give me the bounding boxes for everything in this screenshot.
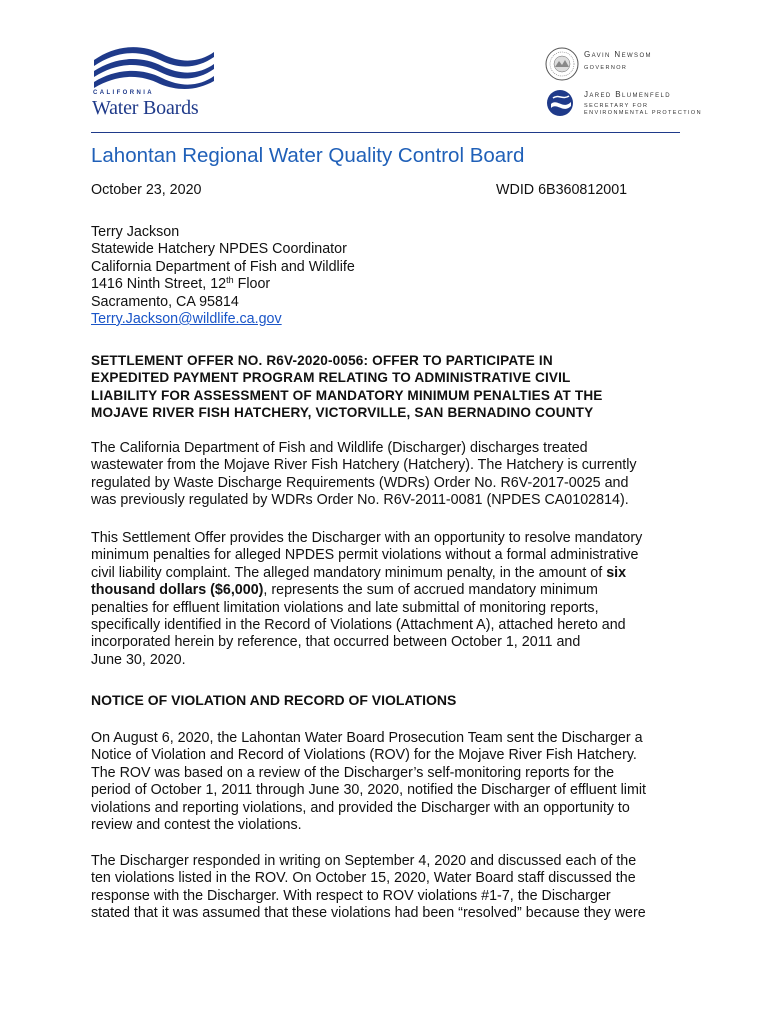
wdid-number: WDID 6B360812001 xyxy=(496,182,628,198)
logo-state-text: CALIFORNIA xyxy=(93,90,154,96)
recipient-city: Sacramento, CA 95814 xyxy=(91,293,239,310)
paragraph-line: response with the Discharger. With respect to ROV violations #1-7, the Discharger xyxy=(91,887,611,904)
subject-line: EXPEDITED PAYMENT PROGRAM RELATING TO ADMINISTRATIVE CIVIL xyxy=(91,370,571,386)
board-title: Lahontan Regional Water Quality Control Board xyxy=(91,144,525,167)
calepa-logo-icon xyxy=(545,88,579,118)
paragraph-line: This Settlement Offer provides the Discharger with an opportunity to resolve mandatory xyxy=(91,530,643,546)
paragraph-line: June 30, 2020. xyxy=(91,651,186,668)
paragraph-line: stated that it was assumed that these violations had been “resolved” because they were xyxy=(91,905,646,922)
penalty-amount-bold: thousand dollars ($6,000) xyxy=(91,582,264,599)
state-seal-icon xyxy=(545,47,579,81)
paragraph-line: period of October 1, 2011 through June 30, 2020, notified the Discharger of effluent limit xyxy=(91,782,647,799)
header-divider xyxy=(91,132,680,133)
paragraph-line: ten violations listed in the ROV. On October 15, 2020, Water Board staff discussed the xyxy=(91,870,636,887)
paragraph-notice-of-violation xyxy=(91,730,646,834)
secretary-title-line2: ENVIRONMENTAL PROTECTION xyxy=(584,110,702,116)
governor-title: GOVERNOR xyxy=(584,65,628,71)
governor-name: Gavin Newsom xyxy=(584,50,652,59)
recipient-street: 1416 Ninth Street, 12th Floor xyxy=(91,275,271,293)
secretary-title-line1: SECRETARY FOR xyxy=(584,103,649,109)
recipient-address xyxy=(91,224,355,328)
section-heading: NOTICE OF VIOLATION AND RECORD OF VIOLATIONS xyxy=(91,692,457,708)
paragraph-line: was previously regulated by WDRs Order No. R6V-2011-0081 (NPDES CA0102814). xyxy=(91,492,629,509)
paragraph-line: wastewater from the Mojave River Fish Hatchery (Hatchery). The Hatchery is currently xyxy=(91,457,637,474)
subject-line: SETTLEMENT OFFER NO. R6V-2020-0056: OFFER TO PARTICIPATE IN xyxy=(91,353,553,368)
paragraph-line: minimum penalties for alleged NPDES permit violations without a formal administrative xyxy=(91,547,639,564)
recipient-email-link[interactable]: Terry.Jackson@wildlife.ca.gov xyxy=(91,310,282,327)
paragraph-line: incorporated herein by reference, that occurred between October 1, 2011 and xyxy=(91,634,581,651)
paragraph-line: thousand dollars ($6,000), represents the sum of accrued mandatory minimum xyxy=(91,582,598,599)
paragraph-line: Notice of Violation and Record of Violations (ROV) for the Mojave River Fish Hatchery. xyxy=(91,747,637,764)
subject-heading xyxy=(91,352,603,422)
paragraph-discharger-intro xyxy=(91,440,637,510)
paragraph-line: specifically identified in the Record of Violations (Attachment A), attached hereto and xyxy=(91,616,626,633)
letter-date: October 23, 2020 xyxy=(91,182,202,198)
paragraph-discharger-response xyxy=(91,853,646,923)
recipient-org: California Department of Fish and Wildlife xyxy=(91,258,355,275)
subject-line: LIABILITY FOR ASSESSMENT OF MANDATORY MINIMUM PENALTIES AT THE xyxy=(91,387,603,403)
paragraph-line: The Discharger responded in writing on September 4, 2020 and discussed each of the xyxy=(91,853,637,869)
subject-line: MOJAVE RIVER FISH HATCHERY, VICTORVILLE, SAN BERNADINO COUNTY xyxy=(91,405,594,421)
paragraph-line: civil liability complaint. The alleged mandatory minimum penalty, in the amount of six xyxy=(91,564,627,581)
secretary-name: Jared Blumenfeld xyxy=(584,90,671,99)
paragraph-settlement-offer xyxy=(91,530,642,669)
paragraph-line: On August 6, 2020, the Lahontan Water Board Prosecution Team sent the Discharger a xyxy=(91,730,643,746)
paragraph-line: penalties for effluent limitation violations and late submittal of monitoring reports, xyxy=(91,599,599,616)
paragraph-line: regulated by Waste Discharge Requirements (WDRs) Order No. R6V-2017-0025 and xyxy=(91,474,629,491)
logo-name-text: Water Boards xyxy=(92,97,199,119)
recipient-title: Statewide Hatchery NPDES Coordinator xyxy=(91,241,347,258)
paragraph-line: review and contest the violations. xyxy=(91,816,302,833)
penalty-amount-bold: six xyxy=(606,564,627,581)
water-boards-logo xyxy=(92,46,222,122)
paragraph-line: The California Department of Fish and Wildlife (Discharger) discharges treated xyxy=(91,440,588,456)
paragraph-line: violations and reporting violations, and provided the Discharger with an opportunity to xyxy=(91,799,630,816)
waves-logo-icon xyxy=(92,46,217,90)
paragraph-line: The ROV was based on a review of the Discharger’s self-monitoring reports for the xyxy=(91,764,615,781)
recipient-name: Terry Jackson xyxy=(91,224,180,240)
